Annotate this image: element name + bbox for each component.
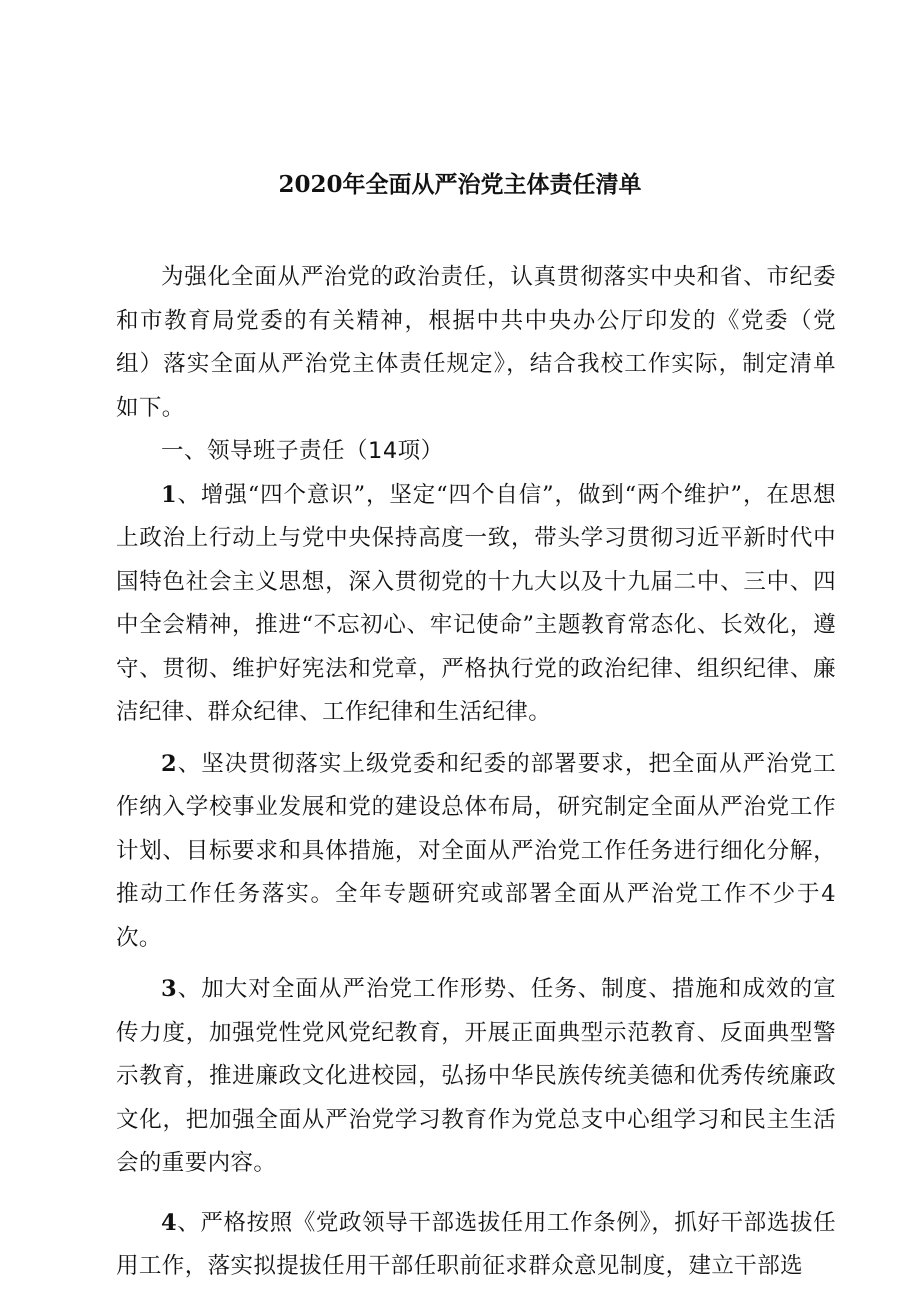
list-item (116, 743, 836, 961)
item-text: 、严格按照《党政领导干部选拔任用工作条例》，抓好干部选拔任用工作，落实拟提拔任用干部任职前征求群众意见制度，建立干部选 (116, 1209, 836, 1279)
document-title: 2020年全面从严治党主体责任清单 (278, 171, 642, 198)
section-heading: 一、领导班子责任（14项） (161, 438, 444, 464)
item-text: 、坚决贯彻落实上级党委和纪委的部署要求，把全面从严治党工作纳入学校事业发展和党的建设总体布局，研究制定全面从严治党工作计划、目标要求和具体措施，对全面从严治党工作任务进行细化分解，推动工作任务落实。全年专题研究或部署全面从严治党工作不少于4次。 (116, 750, 836, 951)
intro-paragraph: 为强化全面从严治党的政治责任，认真贯彻落实中央和省、市纪委和市教育局党委的有关精神，根据中共中央办公厅印发的《党委（党组）落实全面从严治党主体责任规定》，结合我校工作实际，制定清单如下。 (116, 264, 836, 421)
list-item (116, 968, 836, 1186)
item-text: 、增强“四个意识”，坚定“四个自信”，做到“两个维护”，在思想上政治上行动上与党中央保持高度一致，带头学习贯彻习近平新时代中国特色社会主义思想，深入贯彻党的十九大以及十九届二中、三中、四中全会精神，推进“不忘初心、牢记使命”主题教育常态化、长效化，遵守、贯彻、维护好宪法和党章，严格执行党的政治纪律、组织纪律、廉洁纪律、群众纪律、工作纪律和生活纪律。 (116, 481, 836, 725)
item-number: 4 (161, 1209, 178, 1236)
item-number: 3 (161, 976, 178, 1002)
list-item (116, 1202, 836, 1289)
item-text: 、加大对全面从严治党工作形势、任务、制度、措施和成效的宣传力度，加强党性党风党纪教育，开展正面典型示范教育、反面典型警示教育，推进廉政文化进校园，弘扬中华民族传统美德和优秀传统廉政文化，把加强全面从严治党学习教育作为党总支中心组学习和民主生活会的重要内容。 (116, 976, 836, 1176)
item-number: 2 (161, 750, 178, 777)
list-item (116, 474, 836, 735)
item-number: 1 (161, 481, 178, 508)
document-body (116, 256, 836, 1289)
